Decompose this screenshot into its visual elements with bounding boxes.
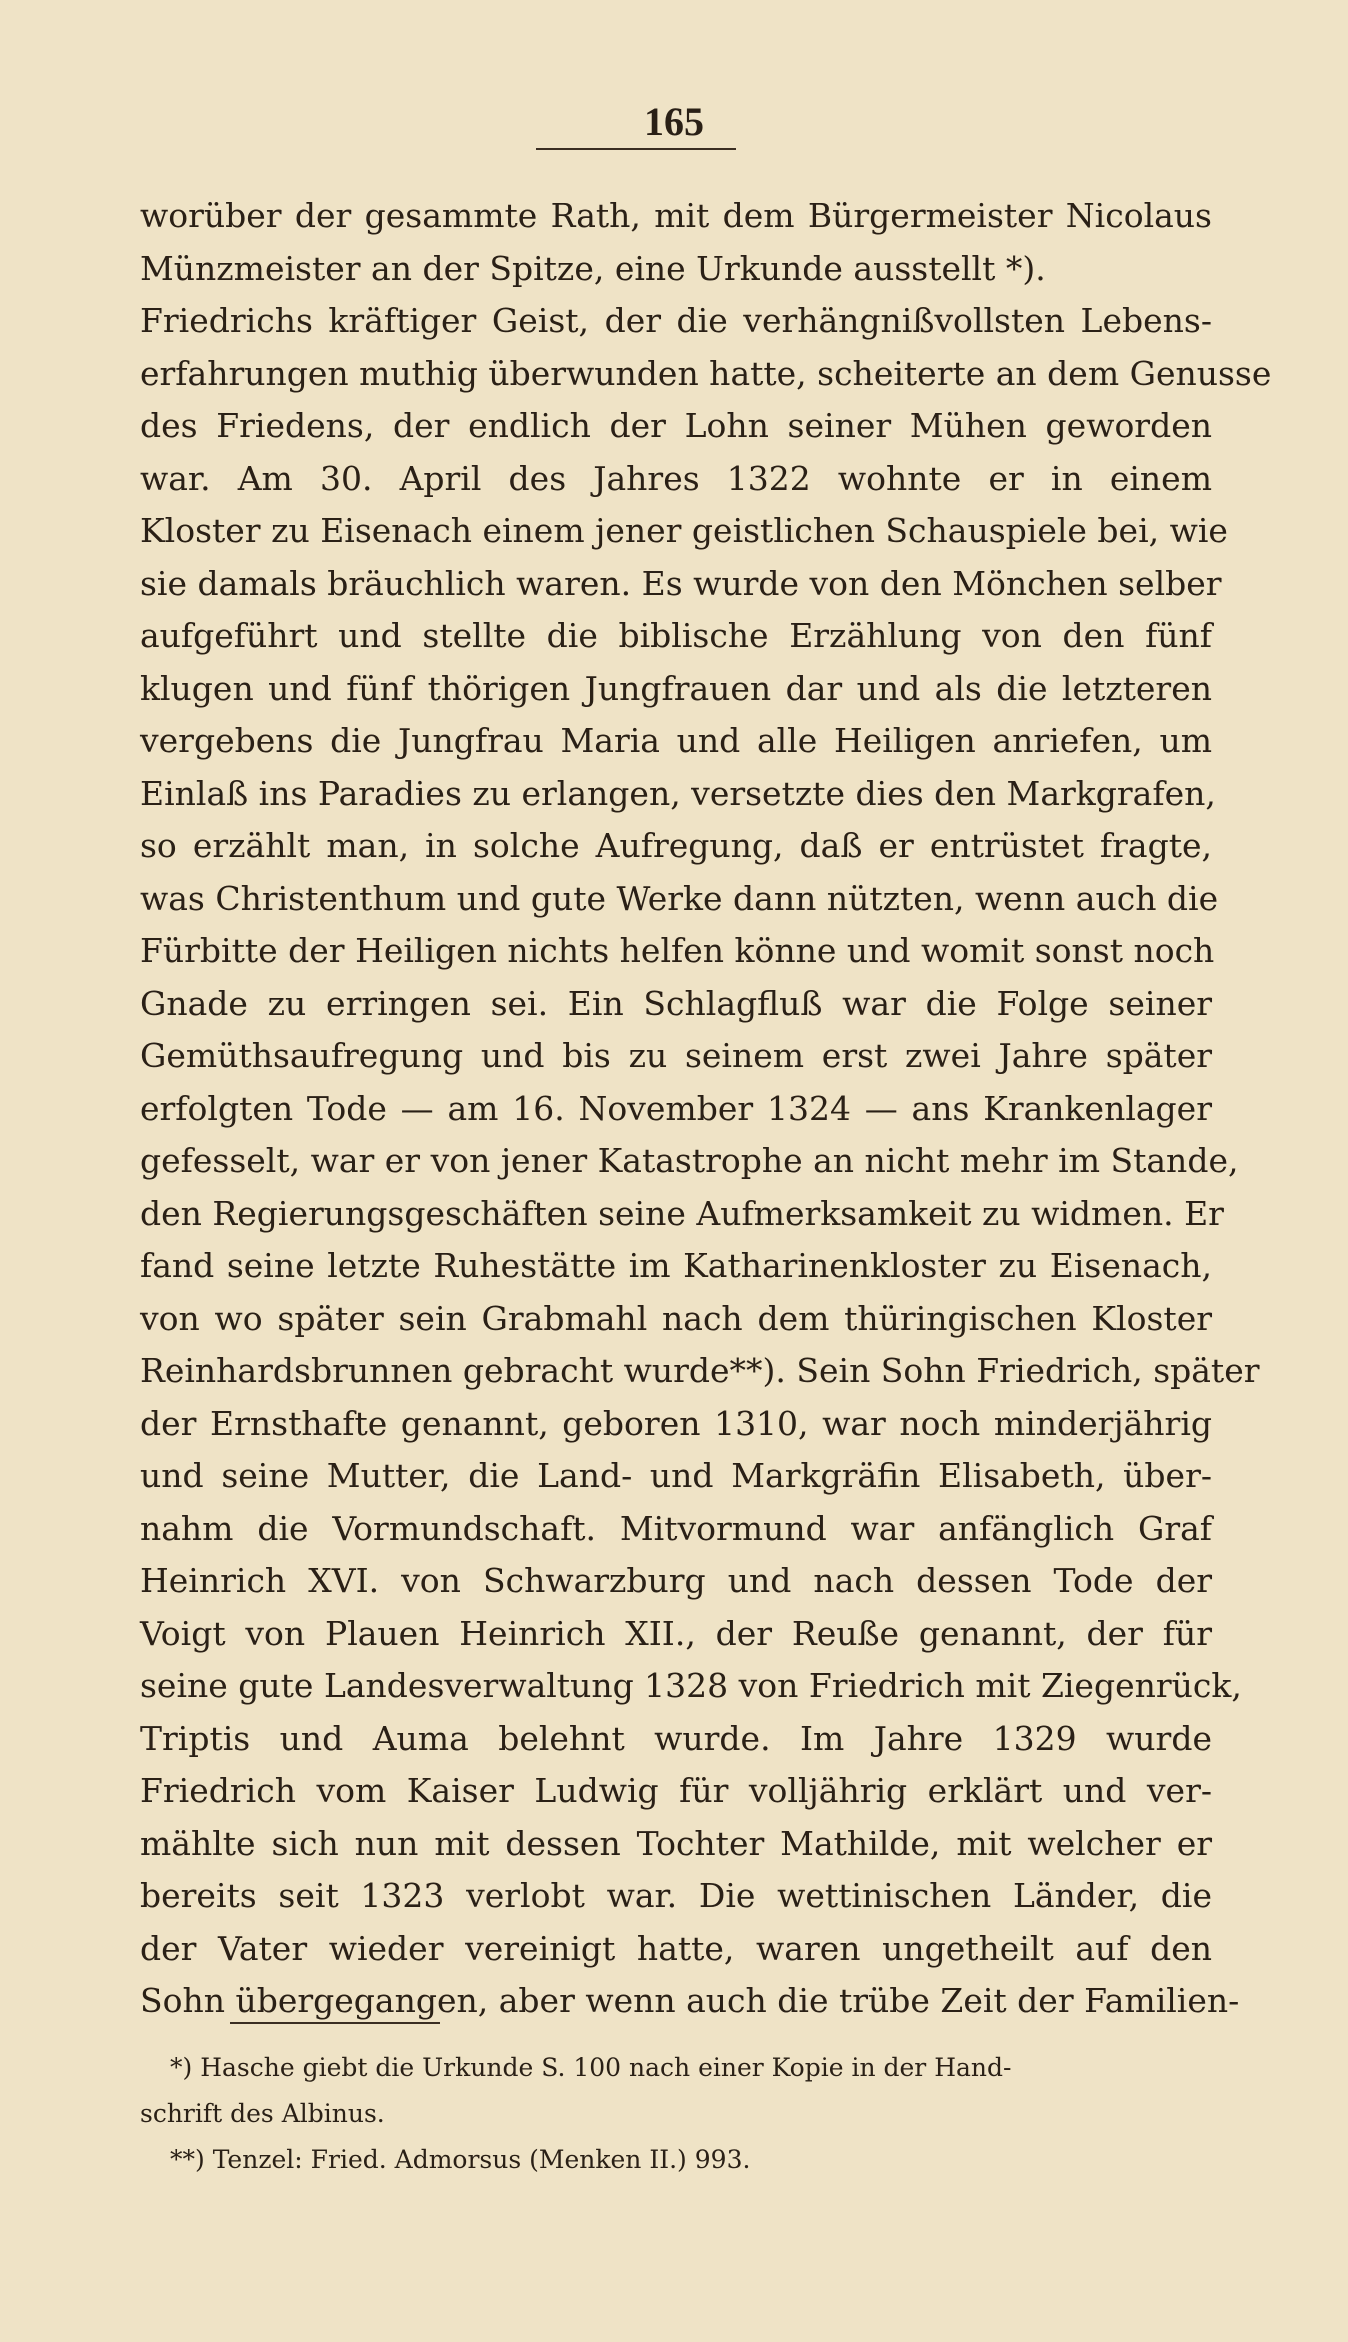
- header-rule: [536, 148, 736, 150]
- text-line: Heinrich XVI. von Schwarzburg und nach dessen Tode der: [140, 1561, 1212, 1600]
- text-line: Sohn übergegangen, aber wenn auch die trübe Zeit der Familien-: [140, 1981, 1240, 2020]
- text-line: so erzählt man, in solche Aufregung, daß er entrüstet fragte,: [140, 826, 1212, 865]
- text-line: der Vater wieder vereinigt hatte, waren ungetheilt auf den: [140, 1928, 1212, 1968]
- text-line: Friedrichs kräftiger Geist, der die verhängnißvollsten Lebens-: [140, 301, 1212, 340]
- text-line: aufgeführt und stellte die biblische Erzählung von den fünf: [140, 616, 1212, 655]
- text-line: war. Am 30. April des Jahres 1322 wohnte er in einem: [140, 458, 1212, 498]
- text-line: Triptis und Auma belehnt wurde. Im Jahre 1329 wurde: [140, 1718, 1212, 1758]
- text-line: sie damals bräuchlich waren. Es wurde von den Mönchen selber: [140, 563, 1222, 603]
- text-line: Voigt von Plauen Heinrich XII., der Reuße genannt, der für: [140, 1613, 1212, 1653]
- text-line: und seine Mutter, die Land- und Markgräfin Elisabeth, über-: [140, 1456, 1212, 1495]
- text-line: mählte sich nun mit dessen Tochter Mathilde, mit welcher er: [140, 1823, 1212, 1863]
- text-line: Kloster zu Eisenach einem jener geistlichen Schauspiele bei, wie: [140, 511, 1228, 550]
- text-line: klugen und fünf thörigen Jungfrauen dar und als die letzteren: [140, 668, 1212, 708]
- text-line: worüber der gesammte Rath, mit dem Bürgermeister Nicolaus: [140, 196, 1212, 235]
- text-line: Gemüthsaufregung und bis zu seinem erst zwei Jahre später: [140, 1036, 1212, 1075]
- text-line: von wo später sein Grabmahl nach dem thüringischen Kloster: [140, 1298, 1212, 1338]
- text-line: nahm die Vormundschaft. Mitvormund war anfänglich Graf: [140, 1508, 1212, 1548]
- text-line: Fürbitte der Heiligen nichts helfen könne und womit sonst noch: [140, 931, 1215, 970]
- footnote-line: *) Hasche giebt die Urkunde S. 100 nach einer Kopie in der Hand-: [170, 2053, 1012, 2082]
- text-line: fand seine letzte Ruhestätte im Katharinenkloster zu Eisenach,: [140, 1246, 1212, 1285]
- text-line: gefesselt, war er von jener Katastrophe an nicht mehr im Stande,: [140, 1141, 1239, 1180]
- text-line: Einlaß ins Paradies zu erlangen, versetzte dies den Markgrafen,: [140, 773, 1216, 813]
- footnote-rule: [230, 2022, 440, 2024]
- text-line: Reinhardsbrunnen gebracht wurde**). Sein Sohn Friedrich, später: [140, 1351, 1260, 1390]
- text-line: Friedrich vom Kaiser Ludwig für volljährig erklärt und ver-: [140, 1771, 1212, 1810]
- text-line: bereits seit 1323 verlobt war. Die wettinischen Länder, die: [140, 1876, 1212, 1915]
- footnote-line: schrift des Albinus.: [140, 2099, 385, 2128]
- text-line: was Christenthum und gute Werke dann nützten, wenn auch die: [140, 878, 1219, 918]
- text-line: Gnade zu erringen sei. Ein Schlagfluß war die Folge seiner: [140, 983, 1212, 1023]
- footnote-line: **) Tenzel: Fried. Admorsus (Menken II.) 993.: [170, 2145, 751, 2174]
- text-line: Münzmeister an der Spitze, eine Urkunde ausstellt *).: [140, 248, 1046, 288]
- body-text: [140, 190, 1272, 2028]
- text-line: vergebens die Jungfrau Maria und alle Heiligen anriefen, um: [140, 721, 1212, 760]
- text-line: seine gute Landesverwaltung 1328 von Friedrich mit Ziegenrück,: [140, 1666, 1242, 1705]
- text-line: den Regierungsgeschäften seine Aufmerksamkeit zu widmen. Er: [140, 1193, 1224, 1233]
- text-line: erfahrungen muthig überwunden hatte, scheiterte an dem Genusse: [140, 353, 1272, 393]
- page-number: 165: [644, 99, 704, 144]
- text-line: des Friedens, der endlich der Lohn seiner Mühen geworden: [140, 406, 1212, 445]
- text-line: der Ernsthafte genannt, geboren 1310, war noch minderjährig: [140, 1403, 1212, 1443]
- footnotes: [140, 2045, 1212, 2183]
- text-line: erfolgten Tode — am 16. November 1324 — ans Krankenlager: [140, 1088, 1212, 1128]
